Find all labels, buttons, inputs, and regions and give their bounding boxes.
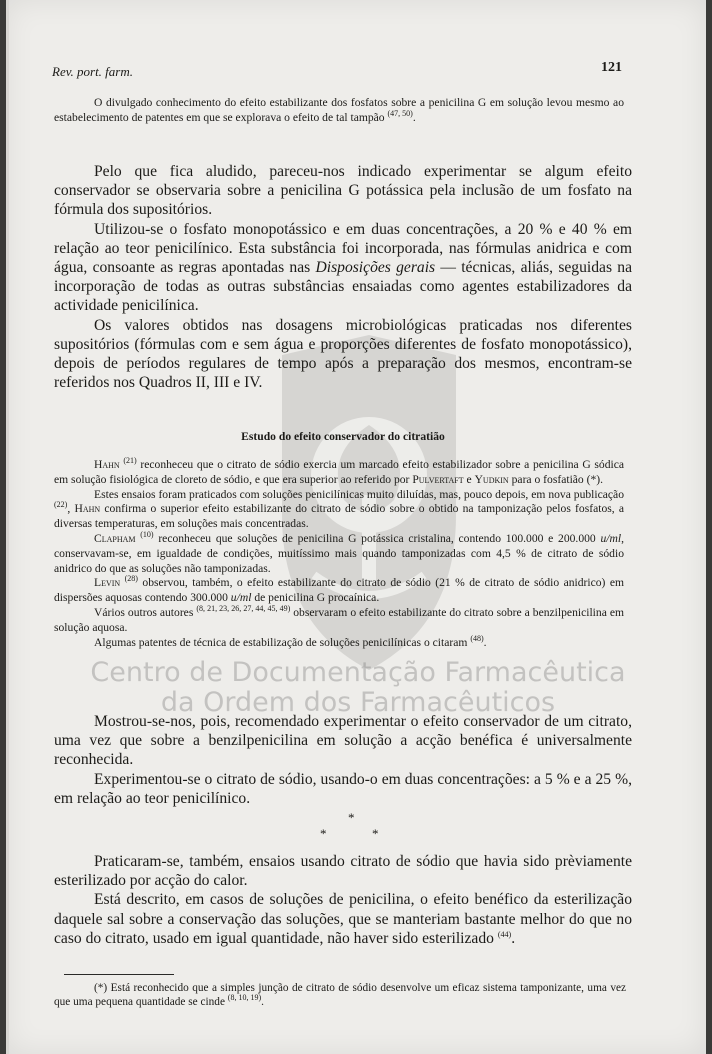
- paragraph-experimentou: Experimentou-se o citrato de sódio, usando-o em duas concentrações: a 5 % e a 25 %, em relação ao teor penicilínico.: [54, 770, 632, 807]
- watermark: [58, 658, 658, 718]
- section-heading: Estudo do efeito conservador do citratião: [241, 430, 445, 443]
- paragraph-esta: Está descrito, em casos de soluções de penicilina, o efeito benéfico da esterilização daquele sal sobre a conservação das soluções, que se manteriam bastante melhor do que no caso do citrato, usado em igual quantidade, não haver sido esterilizado $^{(44)}$.: [54, 891, 632, 947]
- asterism-star: *: [320, 826, 327, 841]
- paragraph-phosphate-results: Os valores obtidos nas dosagens microbiológicas praticadas nos diferentes supositórios (fórmulas com e sem água e proporções diferentes de fosfato monopotássico), depois de períodos regulares de tempo após a preparação dos mesmos, encontram-se referidos nos Quadros II, III e IV.: [54, 316, 632, 392]
- paragraph-levin: Levin $^{(28)}$ observou, também, o efeito estabilizante do citrato de sódio (21 % de citrato de sódio anidrico) em dispersões aquosas contendo 300.000 u/ml de penicilina G procaínica.: [54, 574, 625, 605]
- body-section-phosphate: [54, 162, 632, 392]
- paragraph-phosphate-method: Utilizou-se o fosfato monopotássico e em duas concentrações, a 20 % e 40 % em relação ao teor penicilínico. Esta substância foi incorporada, nas fórmulas anidrica e com água, consoante as regras apontadas nas Disposições gerais — técnicas, aliás, seguidas na incorporação de todas as outras substâncias ensaiadas como agentes estabilizadores da actividade penicilínica.: [54, 220, 632, 315]
- paragraph-phosphate-intro: Pelo que fica aludido, pareceu-nos indicado experimentar se algum efeito conservador se observaria sobre a penicilina G potássica pela inclusão de um fosfato na fórmula dos supositórios.: [54, 163, 632, 219]
- body-section-citrate: [54, 712, 632, 808]
- asterism-star: *: [372, 826, 379, 841]
- asterism-star: *: [348, 810, 355, 825]
- footnote-divider: [64, 974, 174, 975]
- paragraph-hahn: Hahn $^{(21)}$ reconheceu que o citrato de sódio exercia um marcado efeito estabilizador sobre a penicilina G sódica em solução fisiológica de cloreto de sódio, e que era superior ao referido por Pulvertaft e Yudkin para o fosfatião (*).: [54, 456, 625, 486]
- paragraph-varios: Vários outros autores $^{(8, 21, 23, 26, 27, 44, 45, 49)}$ observaram o efeito estabilizante do citrato sobre a benzilpenicilina em solução aquosa.: [54, 604, 624, 634]
- citrate-literature: [54, 458, 624, 650]
- paragraph-praticaram: Praticaram-se, também, ensaios usando citrato de sódio que havia sido prèviamente esterilizado por acção do calor.: [54, 853, 632, 890]
- running-header-journal: Rev. port. farm.: [52, 64, 133, 79]
- paragraph-algumas: Algumas patentes de técnica de estabilização de soluções penicilínicas o citaram $^{(48)}$.: [94, 633, 487, 649]
- page-number: 121: [601, 60, 622, 75]
- intro-paragraph: O divulgado conhecimento do efeito estabilizante dos fosfatos sobre a penicilina G em solução levou mesmo ao estabelecimento de patentes em que se explorava o efeito de tal tampão $^{(47, 50)}$.: [54, 96, 624, 124]
- paragraph-estes: Estes ensaios foram praticados com soluções penicilínicas muito diluídas, mas, pouco depois, em nova publicação $^{(22)}$, Hahn confirma o superior efeito estabilizante do citrato de sódio sobre o obtido na tamponização pelos fosfatos, a diversas temperaturas, em soluções mais concentradas.: [54, 487, 625, 531]
- watermark-line-1: Centro de Documentação Farmacêutica: [90, 657, 626, 688]
- paragraph-mostrou: Mostrou-se-nos, pois, recomendado experimentar o efeito conservador de um citrato, uma vez que sobre a benzilpenicilina em solução a acção benéfica é universalmente reconhecida.: [54, 713, 632, 769]
- body-section-sterilized: [54, 852, 632, 948]
- journal-page: [6, 0, 706, 1054]
- footnote: (*) Está reconhecido que a simples junção de citrato de sódio desenvolve um eficaz sistema tamponizante, uma vez que uma pequena quantidade se cinde $^{(8, 10, 19)}$.: [54, 982, 626, 1009]
- paragraph-clapham: Clapham $^{(10)}$ reconheceu que soluções de penicilina G potássica cristalina, contendo 100.000 e 200.000 u/ml, conservavam-se, em igualdade de condições, muitíssimo mais quando tamponizadas com 4,5 % de citrato de sódio anidrico do que as soluções não tamponizadas.: [54, 530, 624, 575]
- page-edge: [6, 0, 9, 1054]
- watermark-line-2: da Ordem dos Farmacêuticos: [160, 687, 556, 718]
